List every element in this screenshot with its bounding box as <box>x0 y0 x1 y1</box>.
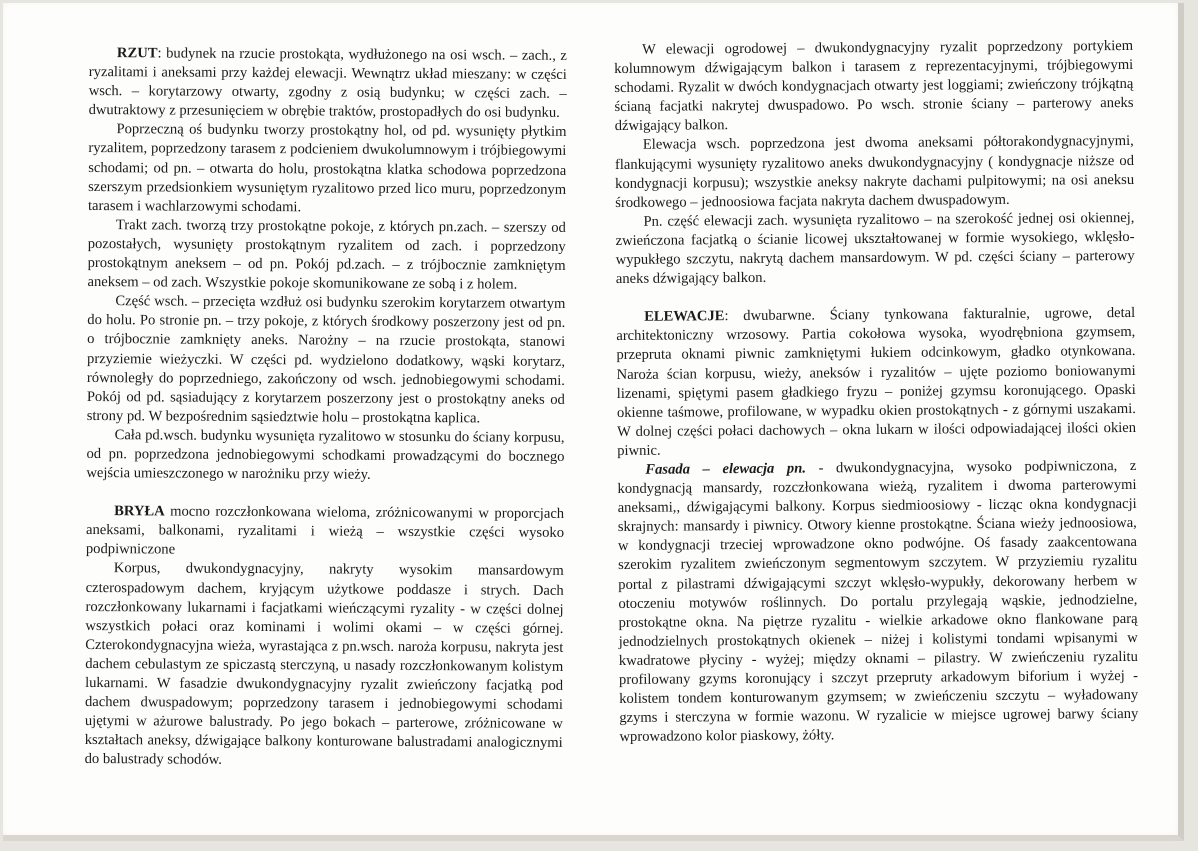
ogrodowa-paragraph: W elewacji ogrodowej – dwukondygnacyjny ryzalit poprzedzony portykiem kolumnowym dźwigającym balkon i tarasem z reprezentacyjnymi, trójbiegowymi schodami. Ryzalit w dwóch kondygnacjach otwarty jest loggiami; zwieńczony trójkątną ścianą facjatki nakrytej dwuspadowo. Po wsch. stronie ściany – parterowy aneks dźwigający balkon. <box>614 37 1134 135</box>
right-column <box>614 37 1139 747</box>
zach-paragraph: Pn. część elewacji zach. wysunięta ryzalitowo – na szerokość jednej osi okiennej, zwieńczona facjatką o ścianie licowej ukształtowanej w formie wysokiego, wklęsło-wypukłego szczytu, nakrytą dachem mansardowym. W pd. części ściany – parterowy aneks dźwigający balkon. <box>615 209 1135 288</box>
bryla-paragraph-2: Korpus, dwukondygnacyjny, nakryty wysokim mansardowym czterospadowym dachem, kryjącym użytkowe poddasze i strych. Dach rozczłonkowany lukarnami i facjatkami wieńczącymi ryzality - w części dolnej wszystkich połaci oraz kominami i wolimi okami – w części górnej. Czterokondygnacyjna wieża, wyrastająca z pn.wsch. naroża korpusu, nakryta jest dachem cebulastym ze spiczastą sterczyną, u nasady rozczłonkowanym kolistym lukarnami. W fasadzie dwukondygnacyjny ryzalit zwieńczony facjatką pod dachem dwuspadowym; poprzedzony tarasem i jednobiegowymi schodami ujętymi w ażurowe balustrady. Po jego bokach – parterowe, zróżnicowane w kształtach aneksy, dźwigające balkony konturowane balustradami analogicznymi do balustrady schodów. <box>84 560 564 769</box>
rzut-paragraph-5: Cała pd.wsch. budynku wysunięta ryzalitowo w stosunku do ściany korpusu, od pn. poprzedzona jednobiegowymi schodkami prowadzącymi do bocznego wejścia umieszczonego w narożniku przy wieży. <box>86 427 565 483</box>
rzut-paragraph-4: Część wsch. – przecięta wzdłuż osi budynku szerokim korytarzem otwartym do holu. Po stronie pn. – trzy pokoje, z których środkowy poszerzony jest od pn. o trójbocznie zamknięty aneks. Narożny – na rzucie prostokąta, stanowi przyziemie wieżyczki. W części pd. wydzielono dodatkowy, wąski korytarz, równoległy do poprzedniego, zakończony od wsch. jednobiegowymi schodami. Pokój od pd. sąsiadujący z korytarzem poszerzony jest o prostokątny aneks od strony pd. W bezpośrednim sąsiedztwie holu – prostokątna kaplica. <box>86 293 566 427</box>
wsch-paragraph: Elewacja wsch. poprzedzona jest dwoma aneksami półtorakondygnacyjnymi, flankującymi wysunięty ryzalitowo aneks dwukondygnacyjny ( kondygnacje niższe od kondygnacji korpusu); wszystkie aneksy nakryte dachami pulpitowymi; na osi aneksu środkowego – jednoosiowa facjata nakryta dachem dwuspadowym. <box>614 133 1135 211</box>
bryla-heading: BRYŁA <box>114 503 165 520</box>
elewacje-paragraph <box>616 304 1136 461</box>
fasada-heading: Fasada – elewacja pn. <box>645 460 807 478</box>
rzut-paragraph-2: Poprzeczną oś budynku tworzy prostokątny hol, od pd. wysunięty płytkim ryzalitem, poprzedzony tarasem z podcieniem dwukolumnowym i trójbiegowymi schodami; od pn. – otwarta do holu, prostokątna klatka schodowa poprzedzona szerszym przedsionkiem wysuniętym ryzalitowo przed lico muru, poprzedzonym tarasem i wachlarzowymi schodami. <box>87 121 567 216</box>
elewacje-heading: ELEWACJE <box>644 308 725 325</box>
document-sheet <box>3 3 1184 841</box>
elewacje-text: : dwubarwne. Ściany tynkowana fakturalnie, ugrowe, detal architektoniczny wrzosowy. Partia cokołowa wysoka, wyodrębniona gzymsem, przeprutа oknami piwnic zamkniętymi łukiem odcinkowym, gładko otynkowana. Naroża ścian korpusu, wieży, aneksów i ryzalitów – ujęte poziomo boniowanymi lizenami, spiętymi pasem gładkiego fryzu – poniżej gzymsu koronującego. Opaski okienne taśmowe, profilowane, w wypadku okien prostokątnych - z górnymi uszakami. W dolnej części połaci dachowych – okna lukarn w ilości odpowiadającej ilości okien piwnic. <box>616 305 1137 459</box>
fasada-paragraph <box>617 457 1138 747</box>
rzut-paragraph-3: Trakt zach. tworzą trzy prostokątne pokoje, z których pn.zach. – szerszy od pozostałych, wysunięty prostokątnym ryzalitem od zach. i poprzedzony prostokątnym aneksem – od pn. Pokój pd.zach. – z trójbocznie zamkniętym aneksem – od zach. Wszystkie pokoje skomunikowane ze sobą i z holem. <box>87 217 566 293</box>
rzut-paragraph-1 <box>89 44 567 123</box>
fasada-text: - dwukondygnacyjna, wysoko podpiwniczona, z kondygnacją mansardy, rozczłonkowana wieżą, ryzalitem i dwoma parterowymi aneksami,, dźwigającymi balkony. Korpus siedmioosiowy - licząc okna kondygnacji skrajnych: mansardy i piwnicy. Otwory kienne prostokątne. Ściana wieży jednoosiowa, w kondygnacji trzeciej wprowadzone okno podwójne. Oś fasady zaakcentowana szerokim ryzalitem zwieńczonym segmentowym szczytem. W przyziemiu ryzalitu portal z pilastrami dźwigającymi szczyt wklęsło-wypukły, dekorowany herbem w otoczeniu motywów roślinnych. Do portalu przylegają wąskie, jednodzielne, prostokątne okna. Na piętrze ryzalitu - wielkie arkadowe okno flankowane parą jednodzielnych prostokątnych okienek – niżej i kolistymi tondami wpisanymi w kwadratowe płyciny - wyżej; między oknami – pilastry. W zwieńczeniu ryzalitu profilowany gzyms koronujący i szczyt przepruty arkadowym biforium i wyżej - kolistem tondem konturowanym gzymsem; w zwieńczeniu szczytu – wyładowany gzyms i sterczyna w formie wazonu. W ryzalicie w miejsce ugrowej barwy ściany wprowadzono kolor piaskowy, żółty. <box>617 457 1139 746</box>
left-column <box>85 44 567 772</box>
rzut-heading: RZUT <box>116 45 158 62</box>
bryla-paragraph-1 <box>86 502 564 562</box>
bryla-text-1: mocno rozczłonkowana wieloma, zróżnicowanymi w proporcjach aneksami, balkonami, ryzalitami i wieżą – wszystkie części wysoko podpiwniczone <box>85 503 565 558</box>
rzut-text-1: : budynek na rzucie prostokąta, wydłużonego na osi wsch. – zach., z ryzalitami i aneksami przy każdej elewacji. Wewnątrz układ mieszany: w części wsch. – korytarzowy otwarty, zgodny z osią budynku; w części zach. – dwutraktowy z przesunięciem w obrębie traktów, prostopadłych do osi budynku. <box>88 45 567 122</box>
